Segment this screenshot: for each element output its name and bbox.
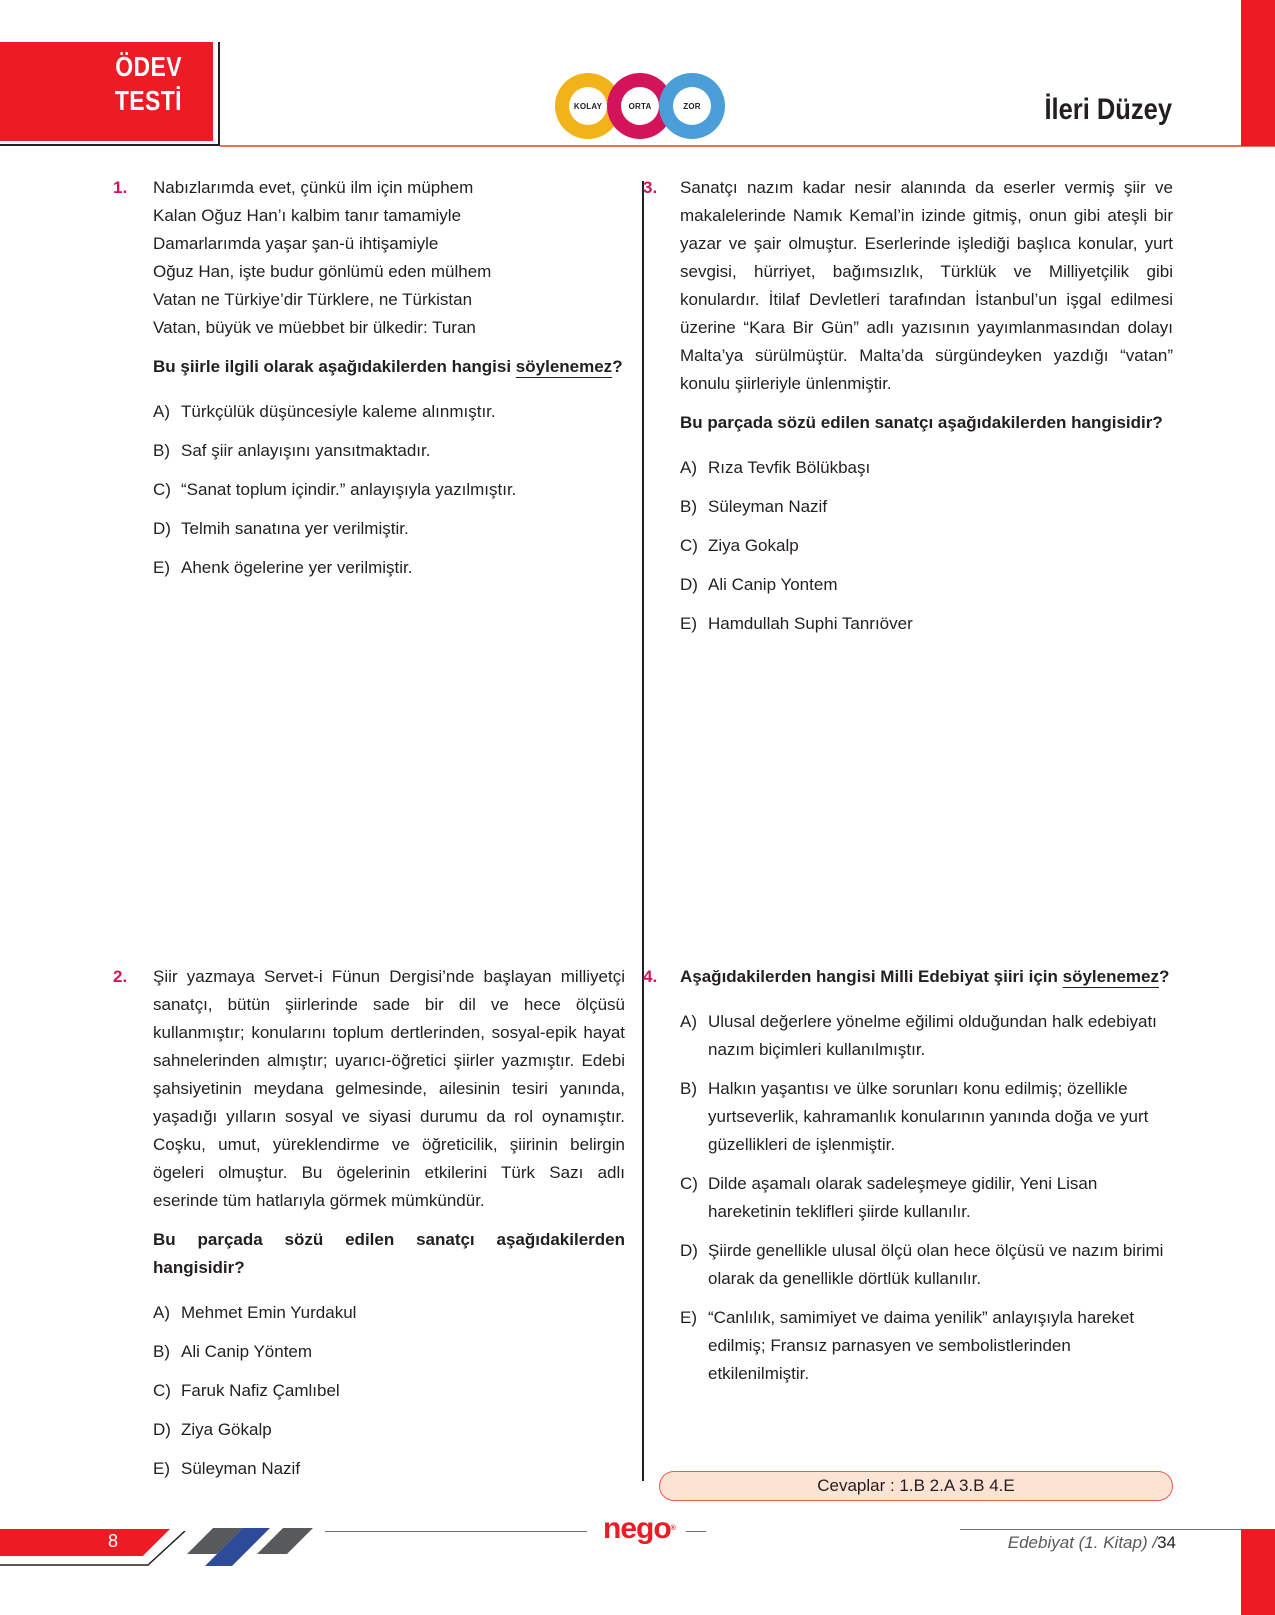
difficulty-zor-icon: ZOR — [659, 73, 725, 139]
option-c[interactable]: C) Ziya Gokalp — [680, 536, 799, 555]
question-number: 3. — [643, 178, 658, 197]
option-c[interactable]: C) Faruk Nafiz Çamlıbel — [153, 1381, 340, 1400]
question-number: 2. — [113, 967, 128, 986]
option-d[interactable]: D) Ali Canip Yontem — [680, 575, 838, 594]
difficulty-indicator — [555, 73, 725, 139]
footer-rule — [325, 1531, 587, 1532]
options-list — [153, 1299, 625, 1483]
option-b[interactable]: B) Halkın yaşantısı ve ülke sorunları konu edilmiş; özellikle yurtseverlik, kahramanlık konularının yanında doğa ve yurt güzellikleri de işlenmiştir. — [680, 1079, 1149, 1154]
option-b[interactable]: B) Ali Canip Yöntem — [153, 1342, 313, 1361]
option-a[interactable]: A) Mehmet Emin Yurdakul — [153, 1303, 357, 1322]
banner-border — [218, 42, 220, 146]
banner-border-bottom — [0, 144, 220, 146]
question-prompt: Aşağıdakilerden hangisi Milli Edebiyat şiiri için söylenemez? — [680, 967, 1170, 986]
option-e[interactable]: E) Süleyman Nazif — [153, 1459, 301, 1478]
footer-rule-right — [960, 1529, 1241, 1530]
question-number: 4. — [643, 967, 658, 986]
question-number: 1. — [113, 178, 128, 197]
question-prompt: Bu parçada sözü edilen sanatçı aşağıdakilerden hangisidir? — [680, 413, 1163, 432]
option-c[interactable]: C) Dilde aşamalı olarak sadeleşmeye gidilir, Yeni Lisan hareketinin teklifleri şiirde kullanılır. — [680, 1174, 1098, 1221]
option-b[interactable]: B) Saf şiir anlayışını yansıtmaktadır. — [153, 441, 431, 460]
options-list — [153, 398, 625, 582]
option-a[interactable]: A) Ulusal değerlere yönelme eğilimi olduğundan halk edebiyatı nazım biçimleri kullanılmıştır. — [680, 1012, 1157, 1059]
decorative-stripes-icon — [175, 1528, 335, 1568]
test-label — [36, 50, 200, 118]
poem-line: Oğuz Han, işte budur gönlümü eden mülhem — [153, 262, 492, 281]
publisher-logo: nego® — [603, 1512, 675, 1545]
level-title: İleri Düzey — [1044, 93, 1172, 126]
option-b[interactable]: B) Süleyman Nazif — [680, 497, 828, 516]
poem-line: Vatan, büyük ve müebbet bir ülkedir: Turan — [153, 318, 476, 337]
option-d[interactable]: D) Ziya Gökalp — [153, 1420, 272, 1439]
options-list — [680, 1008, 1173, 1388]
option-c[interactable]: C) “Sanat toplum içindir.” anlayışıyla yazılmıştır. — [153, 480, 517, 499]
option-a[interactable]: A) Rıza Tevfik Bölükbaşı — [680, 458, 871, 477]
answer-key: Cevaplar : 1.B 2.A 3.B 4.E — [659, 1471, 1173, 1501]
question-prompt: Bu parçada sözü edilen sanatçı aşağıdakilerden hangisidir? — [153, 1230, 625, 1277]
question-3 — [643, 174, 1173, 649]
option-a[interactable]: A) Türkçülük düşüncesiyle kaleme alınmıştır. — [153, 402, 496, 421]
poem-line: Damarlarımda yaşar şan-ü ihtişamiyle — [153, 234, 439, 253]
header-divider — [220, 145, 1275, 147]
right-edge-band-top — [1241, 0, 1275, 146]
option-e[interactable]: E) Hamdullah Suphi Tanrıöver — [680, 614, 913, 633]
poem-line: Nabızlarımda evet, çünkü ilm için müphem — [153, 178, 474, 197]
test-label-line1: ÖDEV — [115, 51, 182, 82]
book-title: Edebiyat (1. Kitap) /34 — [1007, 1533, 1176, 1552]
footer-rule — [686, 1531, 706, 1532]
poem-line: Kalan Oğuz Han’ı kalbim tanır tamamiyle — [153, 206, 462, 225]
difficulty-orta-icon: ORTA — [607, 73, 673, 139]
option-d[interactable]: D) Şiirde genellikle ulusal ölçü olan hece ölçüsü ve nazım birimi olarak da genellikle dörtlük kullanılır. — [680, 1241, 1164, 1288]
question-4 — [643, 963, 1173, 1399]
options-list — [680, 454, 1173, 638]
question-prompt: Bu şiirle ilgili olarak aşağıdakilerden hangisi söylenemez? — [153, 357, 623, 376]
option-d[interactable]: D) Telmih sanatına yer verilmiştir. — [153, 519, 409, 538]
option-e[interactable]: E) “Canlılık, samimiyet ve daima yenilik” anlayışıyla hareket edilmiş; Fransız parnasyen ve sembolistlerinden etkilenilmiştir. — [680, 1308, 1135, 1383]
difficulty-kolay-icon: KOLAY — [555, 73, 621, 139]
question-passage: Sanatçı nazım kadar nesir alanında da eserler vermiş şiir ve makalelerinde Namık Kemal’in izinde gitmiş, onun gibi ateşli bir yazar ve şair olmuştur. Eserlerinde işlediği başlıca konular, yurt sevgisi, hürriyet, bağımsızlık, Türklük ve Milliyetçilik gibi konulardır. İtilaf Devletleri tarafından İstanbul’un işgal edilmesi üzerine “Kara Bir Gün” adlı yazısının yayımlanmasından dolayı Malta’ya sürülmüştür. Malta’da sürgündeyken yazdığı “vatan” konulu şiirleriyle ünlenmiştir. — [680, 178, 1173, 393]
question-passage: Şiir yazmaya Servet-i Fünun Dergisi’nde başlayan milliyetçi sanatçı, bütün şiirlerinde sade bir dil ve hece ölçüsü kullanmıştır; konularını toplum dertlerinden, sosyal-epik hayat sahnelerinden almıştır; uyarıcı-öğretici şiirler yazmıştır. Edebi şahsiyetinin meydana gelmesinde, ailesinin tesiri yanında, yaşadığı yılların sosyal ve siyasi durumu da rol oynamıştır. Coşku, umut, yüreklendirme ve öğreticilik, şiirinin belirgin ögeleri olmuştur. Bu ögelerinin etkilerini Türk Sazı adlı eserinde tüm hatlarıyla görmek mümkündür. — [153, 967, 625, 1210]
poem-line: Vatan ne Türkiye’dir Türklere, ne Türkistan — [153, 290, 473, 309]
page-number: 8 — [108, 1531, 119, 1551]
question-2 — [113, 963, 625, 1494]
question-1 — [113, 174, 625, 593]
option-e[interactable]: E) Ahenk ögelerine yer verilmiştir. — [153, 558, 413, 577]
right-edge-band-bottom — [1241, 1529, 1275, 1615]
test-label-line2: TESTİ — [114, 85, 182, 116]
page-tab-outline — [0, 1531, 190, 1567]
